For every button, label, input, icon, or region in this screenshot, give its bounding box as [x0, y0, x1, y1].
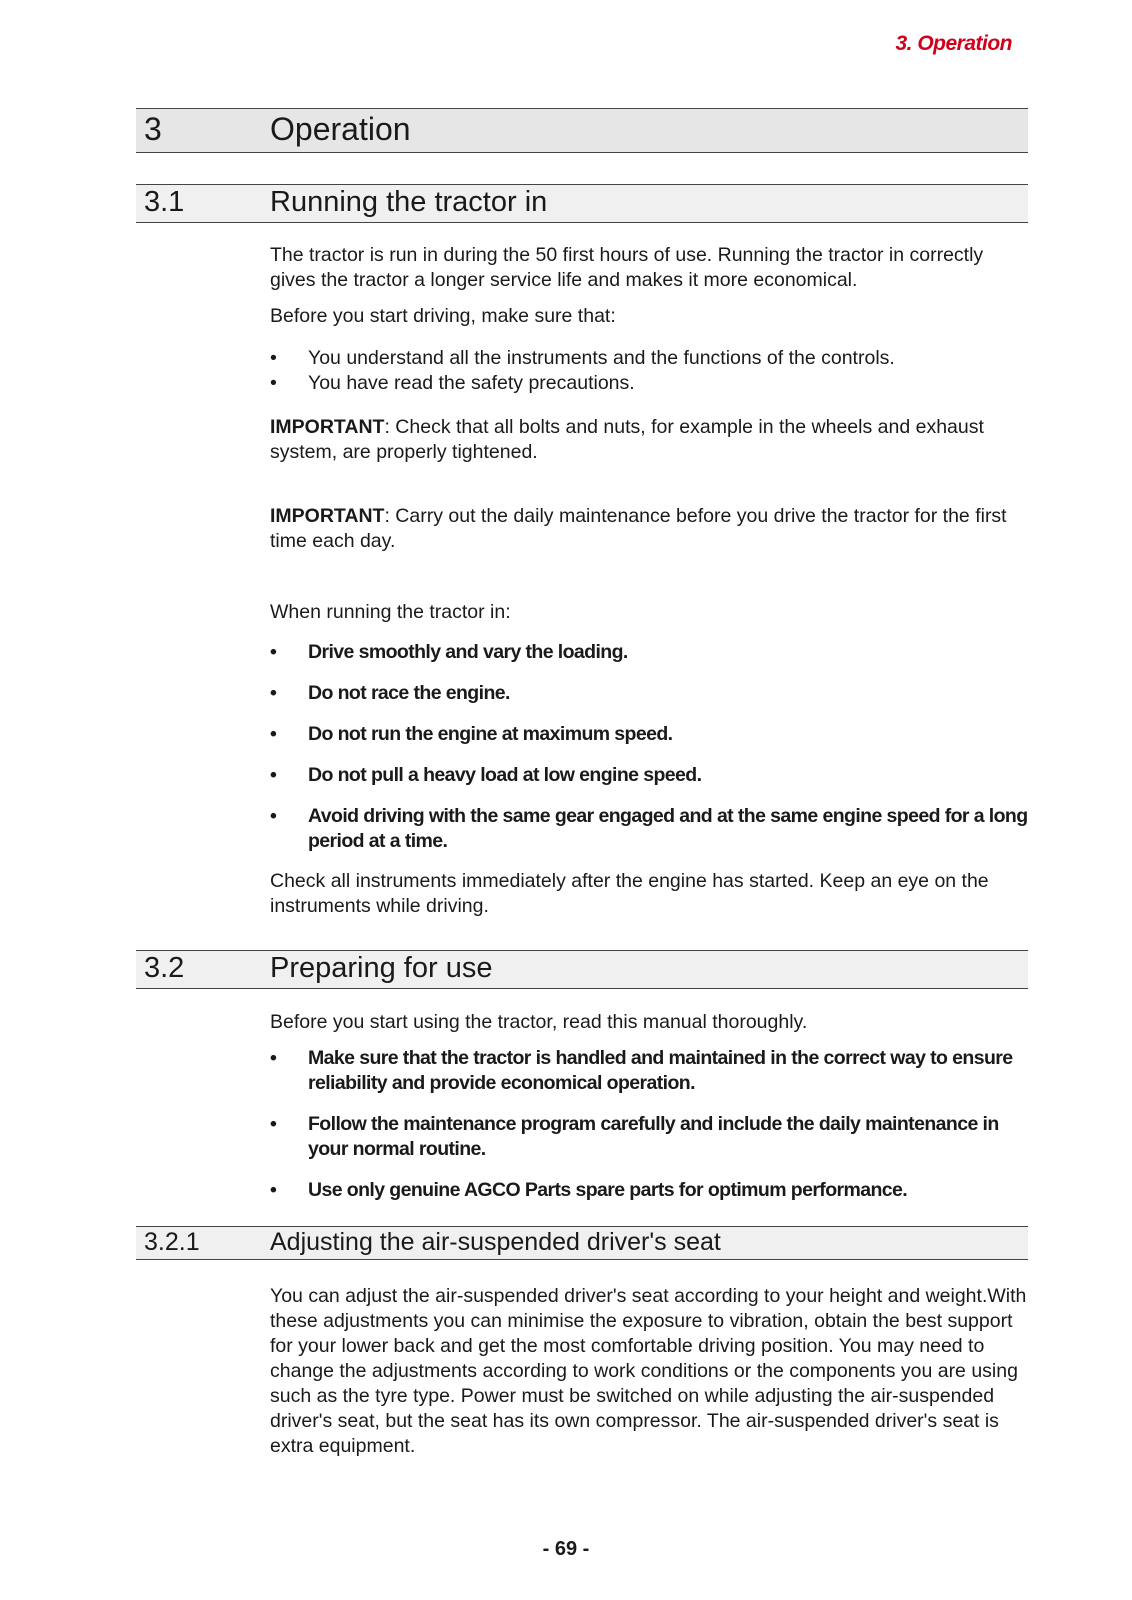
page-number: - 69 -: [542, 1538, 590, 1560]
section-heading-3-2-1: [136, 1226, 1028, 1260]
bullet-icon: •: [270, 805, 277, 827]
check-text: You understand all the instruments and the functions of the controls.: [308, 347, 895, 369]
closing-paragraph: [270, 869, 1030, 919]
section-heading-3-1: [136, 184, 1028, 223]
closing-text: Check all instruments immediately after the engine has started. Keep an eye on the instruments while driving.: [270, 870, 989, 917]
important-text: : Carry out the daily maintenance before you drive the tractor for the first time each day.: [270, 505, 1007, 552]
bullet-icon: •: [270, 347, 277, 369]
before-driving-paragraph: [270, 304, 1030, 329]
rule-text: Use only genuine AGCO Parts spare parts for optimum performance.: [308, 1179, 908, 1201]
important-note-2: [270, 504, 1030, 554]
chapter-title: Operation: [270, 111, 411, 147]
bullet-icon: •: [270, 1047, 277, 1069]
rule-text: Follow the maintenance program carefully and include the daily maintenance in your normal routine.: [308, 1113, 999, 1160]
chapter-number: 3: [144, 111, 162, 147]
rule-text: Drive smoothly and vary the loading.: [308, 641, 628, 663]
rule-text: Do not run the engine at maximum speed.: [308, 723, 673, 745]
seat-text: You can adjust the air-suspended driver's seat according to your height and weight.With these adjustments you can minimise the exposure to vibration, obtain the best support for your lower back and get the most comfortable driving position. You may need to change the adjustments according to work conditions or the components you are using such as the tyre type. Power must be switched on while adjusting the air-suspended driver's seat, but the seat has its own compressor. The air-suspended driver's seat is extra equipment.: [270, 1285, 1027, 1457]
when-running-text: When running the tractor in:: [270, 601, 511, 623]
rule-text: Do not race the engine.: [308, 682, 510, 704]
bullet-icon: •: [270, 723, 277, 745]
when-running-paragraph: [270, 600, 1030, 625]
section-title: Running the tractor in: [270, 186, 548, 218]
intro-paragraph: [270, 243, 1030, 293]
section-number: 3.1: [144, 186, 185, 218]
section-title: Preparing for use: [270, 952, 493, 984]
chapter-heading: [136, 108, 1028, 153]
running-header: 3. Operation: [895, 32, 1012, 55]
bullet-icon: •: [270, 1113, 277, 1135]
rule-text: Avoid driving with the same gear engaged and at the same engine speed for a long period at a time.: [308, 805, 1028, 852]
section-title: Adjusting the air-suspended driver's seat: [270, 1228, 721, 1256]
section-number: 3.2: [144, 952, 185, 984]
intro-text: The tractor is run in during the 50 first hours of use. Running the tractor in correctly gives the tractor a longer service life and makes it more economical.: [270, 244, 984, 291]
bullet-icon: •: [270, 764, 277, 786]
bullet-icon: •: [270, 641, 277, 663]
important-text: : Check that all bolts and nuts, for example in the wheels and exhaust system, are properly tightened.: [270, 416, 984, 463]
important-label: IMPORTANT: [270, 416, 385, 438]
section-number: 3.2.1: [144, 1228, 200, 1256]
seat-paragraph: [270, 1284, 1030, 1459]
important-label: IMPORTANT: [270, 505, 385, 527]
rule-text: Make sure that the tractor is handled and maintained in the correct way to ensure reliability and provide economical operation.: [308, 1047, 1013, 1094]
bullet-icon: •: [270, 682, 277, 704]
rule-text: Do not pull a heavy load at low engine speed.: [308, 764, 702, 786]
bullet-icon: •: [270, 372, 277, 394]
preparing-intro-text: Before you start using the tractor, read this manual thoroughly.: [270, 1011, 808, 1033]
preparing-intro: [270, 1010, 1030, 1035]
bullet-icon: •: [270, 1179, 277, 1201]
before-driving-text: Before you start driving, make sure that:: [270, 305, 616, 327]
check-text: You have read the safety precautions.: [308, 372, 635, 394]
section-heading-3-2: [136, 950, 1028, 989]
important-note-1: [270, 415, 1030, 465]
